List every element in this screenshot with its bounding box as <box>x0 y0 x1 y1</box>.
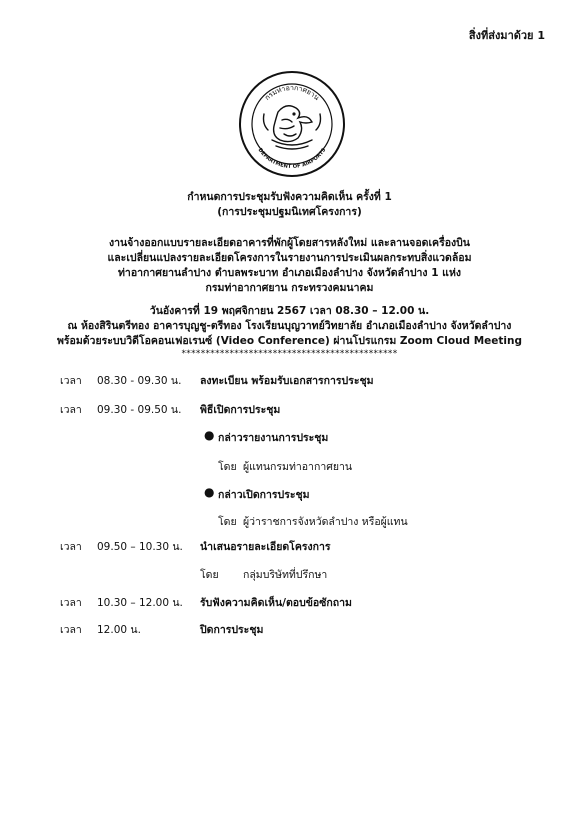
separator-stars: ********************************************* <box>181 349 398 359</box>
schedule-time: 12.00 น. <box>97 624 141 636</box>
time-label: เวลา <box>60 541 82 553</box>
seal-top-text: กรมท่าอากาศยาน <box>263 83 321 102</box>
schedule-item-title: ปิดการประชุม <box>200 624 264 636</box>
presentation-presenter: กลุ่มบริษัทที่ปรึกษา <box>243 569 328 581</box>
attachment-label: สิ่งที่ส่งมาด้วย 1 <box>468 29 545 42</box>
project-line: กรมท่าอากาศยาน กระทรวงคมนาคม <box>205 282 374 294</box>
subitem-title: กล่าวเปิดการประชุม <box>218 489 310 501</box>
department-seal-icon <box>238 70 346 178</box>
project-line: ท่าอากาศยานลำปาง ตำบลพระบาท อำเภอเมืองลำปาง จังหวัดลำปาง 1 แห่ง <box>118 267 461 279</box>
conference-line: พร้อมด้วยระบบวิดีโอคอนเฟอเรนซ์ (Video Conference) ผ่านโปรแกรม Zoom Cloud Meeting <box>56 335 523 347</box>
schedule-item-title: ลงทะเบียน พร้อมรับเอกสารการประชุม <box>200 375 374 387</box>
by-label: โดย <box>200 569 219 581</box>
subitem-presenter: ผู้แทนกรมท่าอากาศยาน <box>243 461 353 473</box>
by-label: โดย <box>218 461 237 473</box>
bullet-icon: ● <box>204 428 215 442</box>
schedule-time: 09.30 - 09.50 น. <box>97 404 182 416</box>
schedule-time: 10.30 – 12.00 น. <box>97 597 183 609</box>
schedule-time: 08.30 - 09.30 น. <box>97 375 182 387</box>
venue-line: ณ ห้องสิรินตรีทอง อาคารบุญชู-ตรีทอง โรงเรียนบุญวาทย์วิทยาลัย อำเภอเมืองลำปาง จังหวัดลำปาง <box>67 320 512 332</box>
project-line: งานจ้างออกแบบรายละเอียดอาคารที่พักผู้โดยสารหลังใหม่ และลานจอดเครื่องบิน <box>108 237 470 249</box>
subitem-presenter: ผู้ว่าราชการจังหวัดลำปาง หรือผู้แทน <box>243 516 408 528</box>
subitem-title: กล่าวรายงานการประชุม <box>218 432 329 444</box>
time-label: เวลา <box>60 404 82 416</box>
time-label: เวลา <box>60 624 82 636</box>
seal-bottom-text: DEPARTMENT OF AIRPORTS <box>256 147 328 171</box>
schedule-time: 09.50 – 10.30 น. <box>97 541 183 553</box>
bullet-icon: ● <box>204 485 215 499</box>
page-subtitle: (การประชุมปฐมนิเทศโครงการ) <box>217 206 362 218</box>
schedule-item-title: รับฟังความคิดเห็น/ตอบข้อซักถาม <box>200 597 352 609</box>
date-line: วันอังคารที่ 19 พฤศจิกายน 2567 เวลา 08.30 – 12.00 น. <box>149 305 430 317</box>
schedule-item-title: นำเสนอรายละเอียดโครงการ <box>200 541 331 553</box>
page-title: กำหนดการประชุมรับฟังความคิดเห็น ครั้งที่ 1 <box>187 191 392 203</box>
by-label: โดย <box>218 516 237 528</box>
time-label: เวลา <box>60 375 82 387</box>
schedule-item-title: พิธีเปิดการประชุม <box>200 404 281 416</box>
project-line: และเปลี่ยนแปลงรายละเอียดโครงการในรายงานการประเมินผลกระทบสิ่งแวดล้อม <box>107 252 472 264</box>
time-label: เวลา <box>60 597 82 609</box>
